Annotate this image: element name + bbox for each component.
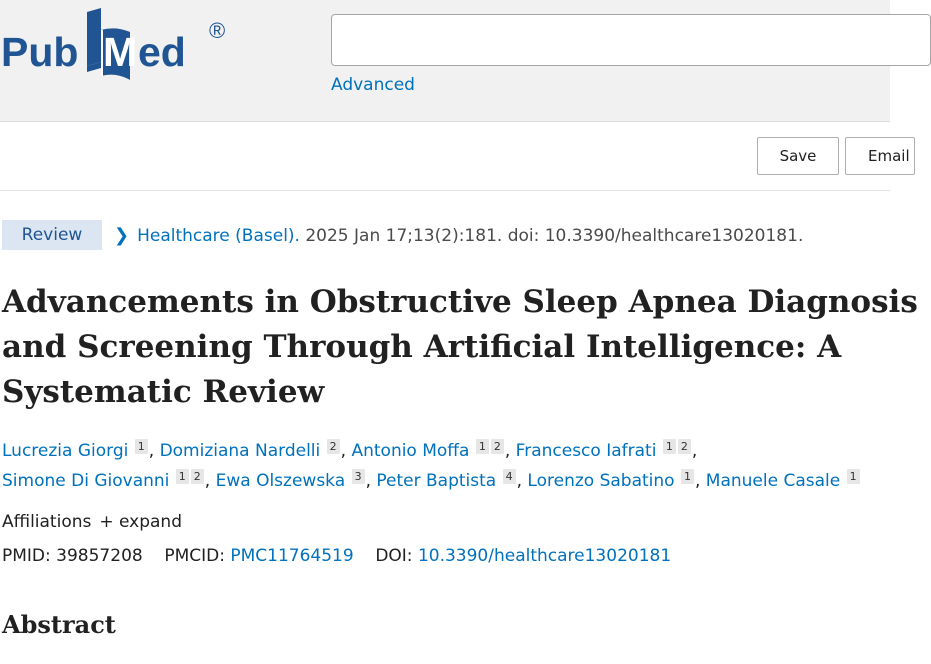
abstract-heading: Abstract [2,610,116,639]
article-identifiers [2,546,671,566]
affiliation-ref[interactable]: 1 [176,469,189,484]
affiliation-ref[interactable]: 3 [352,469,365,484]
authors-list: Lucrezia Giorgi 1 , Domiziana Nardelli 2 , Antonio Moffa 1 2 , Francesco Iafrati 1 2 , Simone Di Giovanni 1 2 , Ewa Olszewska 3 , Peter Baptista 4 , Lorenzo Sabatino 1 , Manuele Casale 1 [2,436,902,496]
affiliations-label: Affiliations [2,512,92,532]
save-button[interactable]: Save [757,137,839,175]
affiliation-ref[interactable]: 1 [847,469,860,484]
affiliation-ref[interactable]: 2 [491,439,504,454]
search-input[interactable] [331,14,931,66]
author-link[interactable]: Manuele Casale [705,471,841,491]
affiliation-ref[interactable]: 1 [135,439,148,454]
citation-details: 2025 Jan 17;13(2):181. doi: 10.3390/healthcare13020181. [299,226,804,246]
author-link[interactable]: Lucrezia Giorgi [2,441,129,461]
citation-line [114,225,803,246]
author-link[interactable]: Antonio Moffa [351,441,470,461]
email-button[interactable]: Email [845,137,915,175]
affiliation-ref[interactable]: 2 [678,439,691,454]
title-line-2: and Screening Through Artificial Intelligence: A [2,329,842,365]
pmid-label: PMID: [2,546,51,566]
pmcid-link[interactable]: PMC11764519 [230,546,354,566]
affiliation-ref[interactable]: 2 [327,439,340,454]
affiliation-ref[interactable]: 1 [476,439,489,454]
pubmed-logo[interactable] [1,6,241,86]
affiliation-ref[interactable]: 2 [191,469,204,484]
pmid-value: 39857208 [56,546,143,566]
affiliation-ref[interactable]: 1 [681,469,694,484]
doi-link[interactable]: 10.3390/healthcare13020181 [417,546,672,566]
chevron-right-icon[interactable]: ❯ [114,225,130,246]
doi-label: DOI: [375,546,413,566]
registered-mark: ® [209,18,226,43]
title-line-1: Advancements in Obstructive Sleep Apnea Diagnosis [2,284,918,320]
journal-link[interactable]: Healthcare (Basel). [137,226,300,246]
logo-pub-text: Pub [1,29,79,75]
affiliations-toggle [2,512,182,532]
pmcid-label: PMCID: [164,546,225,566]
author-link[interactable]: Lorenzo Sabatino [527,471,675,491]
logo-ed-text: ed [138,29,186,75]
affiliation-ref[interactable]: 4 [503,469,516,484]
advanced-search-link[interactable]: Advanced [331,75,415,95]
logo-m-text: M [103,29,138,75]
author-link[interactable]: Simone Di Giovanni [2,471,170,491]
expand-affiliations-button[interactable]: + expand [99,512,183,532]
site-header [0,0,890,122]
publication-type-badge: Review [2,220,102,250]
article-title [2,280,918,415]
author-link[interactable]: Peter Baptista [376,471,497,491]
author-link[interactable]: Francesco Iafrati [515,441,657,461]
author-link[interactable]: Ewa Olszewska [215,471,346,491]
affiliation-ref[interactable]: 1 [663,439,676,454]
author-link[interactable]: Domiziana Nardelli [159,441,321,461]
title-line-3: Systematic Review [2,374,325,410]
